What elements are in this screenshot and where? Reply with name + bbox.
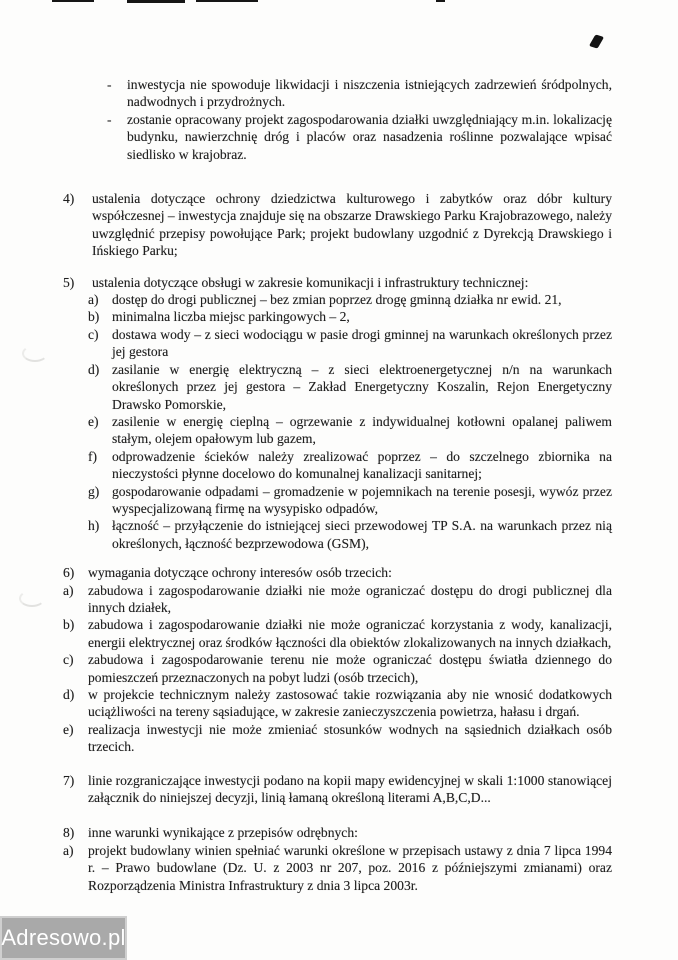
item-letter-marker: a) — [88, 292, 99, 308]
item-letter-marker: e) — [63, 721, 74, 737]
scan-artifact-top — [52, 0, 94, 2]
item-letter-marker: a) — [63, 582, 74, 598]
list-item — [63, 361, 612, 413]
list-item-text: inne warunki wynikające z przepisów odrębnych: — [88, 825, 358, 841]
watermark-label: Adresowo.pl — [1, 925, 126, 950]
list-item-text: ustalenia dotyczące ochrony dziedzictwa kulturowego i zabytków oraz dóbr kultury współczesnej – inwestycja znajduje się na obszarze Drawskiego Parku Krajobrazowego, należy uwzględnić przepisy powołujące Park; projekt budowlany uzgodnić z Dyrekcją Drawskiego i Ińskiego Parku; — [92, 191, 612, 259]
list-item — [63, 291, 612, 308]
list-item — [63, 111, 612, 163]
adresowo-watermark-badge — [0, 916, 127, 960]
scan-artifact-top — [196, 0, 258, 2]
list-item-text: zabudowa i zagospodarowanie terenu nie może ograniczać dostępu światła dziennego do pomieszczeń przeznaczonych na pobyt ludzi (osób trzecich), — [88, 652, 612, 685]
list-item-text: dostawa wody – z sieci wodociągu w pasie drogi gminnej na warunkach określonych przez jej gestora — [112, 326, 612, 360]
preamble-bullet-list — [63, 76, 612, 163]
item-letter-marker: a) — [63, 842, 74, 858]
list-item — [63, 582, 612, 617]
item-number-marker: 8) — [63, 825, 75, 841]
item-letter-marker: e) — [88, 413, 99, 429]
dash-bullet-marker: - — [107, 77, 112, 92]
list-item-text: wymagania dotyczące ochrony interesów osób trzecich: — [88, 565, 392, 581]
list-item-text: inwestycja nie spowoduje likwidacji i niszczenia istniejących zadrzewień śródpolnych, nadwodnych i przydrożnych. — [127, 77, 612, 110]
dash-bullet-marker: - — [107, 111, 112, 127]
scan-artifact-top — [436, 0, 445, 2]
section-8 — [63, 824, 612, 894]
list-item-text: zasilanie w energię elektryczną – z sieci elektroenergetycznej n/n na warunkach określonych przez jej gestora – Zakład Energetyczny Koszalin, Rejon Energetyczny Drawsko Pomorskie, — [112, 361, 612, 412]
list-item-text: ustalenia dotyczące obsługi w zakresie komunikacji i infrastruktury technicznej: — [92, 274, 529, 290]
scan-artifact-top — [127, 0, 185, 3]
list-item — [63, 326, 612, 361]
list-item — [63, 842, 612, 894]
list-item — [63, 274, 612, 291]
list-item-text: łączność – przyłączenie do istniejącej sieci przewodowej TP S.A. na warunkach przez nią określonych, łączność bezprzewodowa (GSM), — [112, 518, 612, 551]
list-item — [63, 517, 612, 552]
list-item — [63, 564, 612, 581]
item-number-marker: 5) — [63, 274, 75, 290]
list-item — [63, 824, 612, 841]
list-item-text: linie rozgraniczające inwestycji podano na kopii mapy ewidencyjnej w skali 1:1000 stanowiącej załącznik do niniejszej decyzji, linią łamaną określoną literami A,B,C,D... — [88, 772, 612, 806]
item-number-marker: 6) — [63, 565, 75, 581]
pen-mark-artifact — [19, 590, 45, 607]
list-item — [63, 686, 612, 721]
list-item-text: minimalna liczba miejsc parkingowych – 2, — [112, 309, 350, 325]
section-5 — [63, 274, 612, 291]
item-letter-marker: d) — [88, 361, 100, 377]
list-item-text: zabudowa i zagospodarowanie działki nie może ograniczać dostępu do drogi publicznej dla innych działek, — [88, 582, 612, 615]
list-item-text: gospodarowanie odpadami – gromadzenie w pojemnikach na terenie posesji, wywóz przez wyspecjalizowaną firmę na wysypisko odpadów, — [112, 483, 612, 516]
list-item — [63, 448, 612, 483]
list-item — [63, 616, 612, 651]
list-item — [63, 308, 612, 325]
list-item — [63, 413, 612, 448]
list-item-text: realizacja inwestycji nie może zmieniać stosunków wodnych na sąsiednich działkach osób trzecich. — [88, 721, 612, 755]
list-item-text: zasilenie w energię cieplną – ogrzewanie z indywidualnej kotłowni opalanej paliwem stałym, olejem opałowym lub gazem, — [112, 413, 612, 447]
list-item-text: odprowadzenie ścieków należy zrealizować poprzez – do szczelnego zbiornika na nieczystości płynne docelowo do komunalnej kanalizacji sanitarnej; — [112, 448, 612, 482]
ink-blot-artifact — [589, 34, 604, 48]
item-letter-marker: b) — [88, 309, 100, 325]
item-letter-marker: h) — [88, 518, 100, 534]
list-item — [63, 651, 612, 686]
item-letter-marker: f) — [88, 448, 98, 464]
section-5-sublist — [63, 291, 612, 552]
section-7 — [63, 772, 612, 807]
list-item-text: dostęp do drogi publicznej – bez zmian poprzez drogę gminną działka nr ewid. 21, — [112, 292, 562, 308]
section-6 — [63, 564, 612, 755]
list-item-text: zostanie opracowany projekt zagospodarowania działki uwzględniający m.in. lokalizację budynku, nawierzchnię dróg i placów oraz nasadzenia roślinne pozwalające wpisać siedlisko w krajobraz. — [127, 111, 612, 162]
list-item — [63, 76, 612, 111]
list-item — [63, 721, 612, 756]
pen-mark-artifact — [22, 345, 48, 362]
section-4 — [63, 190, 612, 260]
item-letter-marker: b) — [63, 617, 75, 633]
item-letter-marker: c) — [63, 652, 74, 668]
item-letter-marker: g) — [88, 483, 100, 499]
item-letter-marker: c) — [88, 326, 99, 342]
item-number-marker: 4) — [63, 191, 75, 207]
list-item — [63, 772, 612, 807]
list-item-text: projekt budowlany winien spełniać warunki określone w przepisach ustawy z dnia 7 lipca 1994 r. – Prawo budowlane (Dz. U. z 2003 nr 207, poz. 2016 z późniejszymi zmianami) oraz Rozporządzenia Ministra Infrastruktury z dnia 3 lipca 2003r. — [88, 842, 612, 893]
list-item — [63, 483, 612, 518]
item-number-marker: 7) — [63, 772, 75, 788]
list-item-text: w projekcie technicznym należy zastosować takie rozwiązania aby nie wnosić dodatkowych uciążliwości na tereny sąsiadujące, w zakresie zanieczyszczenia powietrza, hałasu i drgań. — [88, 687, 612, 720]
list-item-text: zabudowa i zagospodarowanie działki nie może ograniczać korzystania z wody, kanalizacji, energii elektrycznej oraz środków łączności dla obiektów zlokalizowanych na innych działkach, — [88, 617, 612, 650]
document-body — [63, 76, 612, 894]
item-letter-marker: d) — [63, 687, 75, 702]
list-item — [63, 190, 612, 260]
